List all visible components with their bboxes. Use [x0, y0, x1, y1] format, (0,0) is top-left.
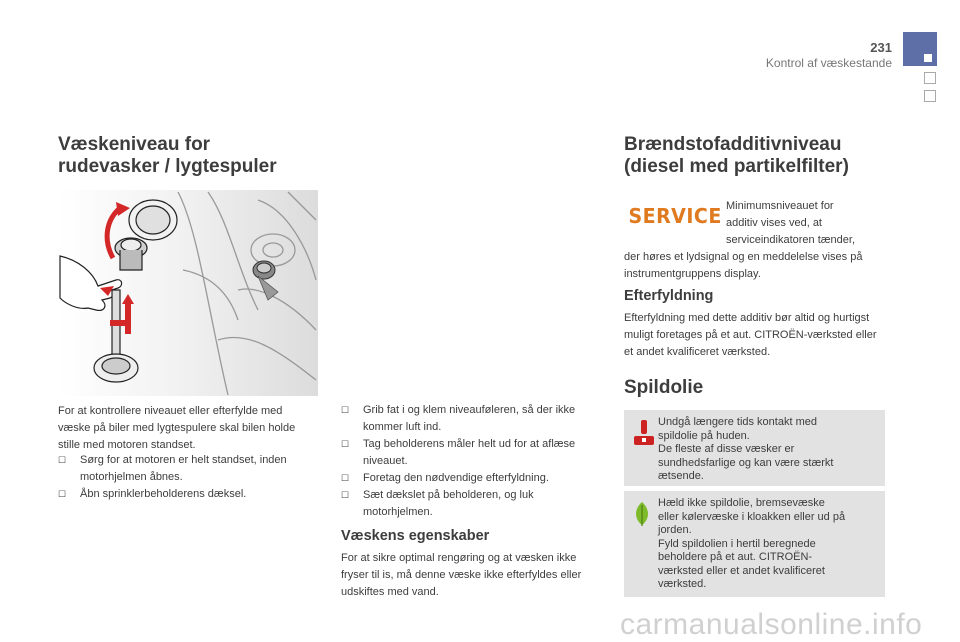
checkbox-bullet-icon: ☐ — [341, 473, 350, 483]
environment-box: Hæld ikke spildolie, bremsevæske eller kølervæske i kloakken eller ud på jorden. Fyld spildolien i hertil beregnede beholdere på et aut. CITROËN- værksted eller et andet kvalificeret værksted. — [624, 491, 885, 597]
list-item: ☐ Tag beholderens måler helt ud for at aflæse niveauet. — [341, 438, 576, 467]
additive-heading-line1: Brændstofadditivniveau — [624, 134, 842, 155]
washer-steps-list-continued — [341, 402, 603, 521]
additive-heading-line2: (diesel med partikelfilter) — [624, 156, 849, 177]
chapter-tab-marker — [924, 54, 932, 62]
list-item: ☐ Åbn sprinklerbeholderens dæksel. — [58, 486, 316, 503]
washer-intro: For at kontrollere niveauet eller efterfylde med væske på biler med lygtespulere skal bilen holde stille med motoren standset. — [58, 405, 296, 451]
washer-steps-list — [58, 452, 316, 503]
leaf-icon — [632, 501, 652, 527]
checkbox-bullet-icon: ☐ — [58, 489, 67, 499]
washer-heading-line2: rudevasker / lygtespuler — [58, 156, 277, 177]
fluid-properties-text: For at sikre optimal rengøring og at væsken ikke fryser til is, må denne væske ikke efterfyldes eller udskiftes med vand. — [341, 552, 582, 598]
fluid-properties-heading: Væskens egenskaber — [341, 528, 490, 544]
service-text-continued: der høres et lydsignal og en meddelelse vises på instrumentgruppens display. — [624, 251, 863, 280]
service-text: Minimumsniveauet for additiv vises ved, at serviceindikatoren tænder, — [726, 200, 856, 246]
checkbox-bullet-icon: ☐ — [58, 455, 67, 465]
warning-box: Undgå længere tids kontakt med spildolie på huden. De fleste af disse væsker er sundhedsfarlige og kan være stærkt ætsende. — [624, 410, 885, 486]
checkbox-bullet-icon: ☐ — [341, 405, 350, 415]
chapter-tab-empty-2 — [924, 90, 936, 102]
chapter-tab-empty-1 — [924, 72, 936, 84]
refill-heading: Efterfyldning — [624, 288, 714, 304]
washer-reservoir-illustration — [58, 190, 318, 396]
service-indicator-icon: SERVICE — [628, 204, 722, 228]
waste-oil-heading: Spildolie — [624, 377, 704, 398]
section-title: Kontrol af væskestande — [765, 56, 892, 70]
list-item: ☐ Grib fat i og klem niveauføleren, så der ikke kommer luft ind. — [341, 404, 576, 433]
washer-heading — [58, 134, 358, 178]
watermark: carmanualsonline.info — [620, 608, 923, 641]
list-item: ☐ Sørg for at motoren er helt standset, inden motorhjelmen åbnes. — [58, 454, 287, 483]
additive-heading — [624, 134, 924, 178]
list-item: ☐ Foretag den nødvendige efterfyldning. — [341, 470, 603, 487]
washer-heading-line1: Væskeniveau for — [58, 134, 211, 155]
checkbox-bullet-icon: ☐ — [341, 490, 350, 500]
list-item: ☐ Sæt dækslet på beholderen, og luk motorhjelmen. — [341, 489, 534, 518]
refill-text: Efterfyldning med dette additiv bør altid og hurtigst muligt foretages på et aut. CITROËN-værksted eller et andet kvalificeret værksted. — [624, 312, 877, 358]
page-number: 231 — [870, 40, 892, 55]
checkbox-bullet-icon: ☐ — [341, 439, 350, 449]
warning-icon — [632, 418, 656, 446]
